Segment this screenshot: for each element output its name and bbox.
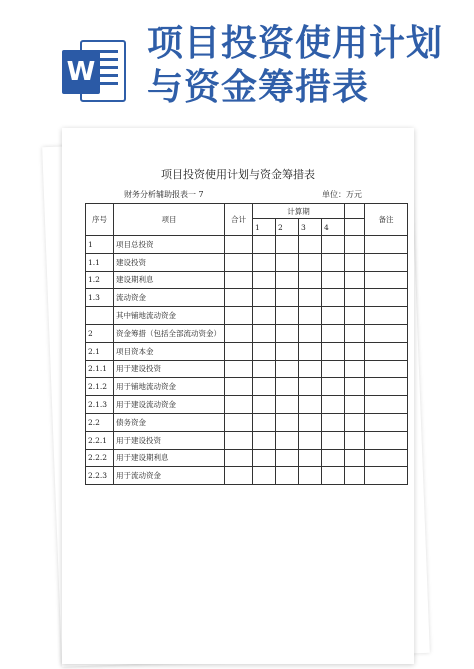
- header-blank: [345, 204, 365, 219]
- table-row: [86, 360, 408, 378]
- row-value-cell: [253, 413, 276, 431]
- row-value-cell: [322, 378, 345, 396]
- row-value-cell: [276, 396, 299, 414]
- row-value-cell: [365, 396, 408, 414]
- row-value-cell: [322, 467, 345, 485]
- row-item: 建设期利息: [114, 271, 225, 289]
- row-value-cell: [299, 449, 322, 467]
- row-value-cell: [225, 271, 253, 289]
- row-value-cell: [276, 236, 299, 254]
- row-value-cell: [345, 324, 365, 342]
- row-value-cell: [322, 431, 345, 449]
- row-item: 项目总投资: [114, 236, 225, 254]
- row-value-cell: [345, 467, 365, 485]
- row-seq: 1.2: [86, 271, 114, 289]
- row-value-cell: [276, 360, 299, 378]
- row-value-cell: [225, 449, 253, 467]
- row-value-cell: [299, 271, 322, 289]
- row-item: 用于铺地流动资金: [114, 378, 225, 396]
- row-value-cell: [345, 236, 365, 254]
- row-seq: 2.1.2: [86, 378, 114, 396]
- row-item: 债务资金: [114, 413, 225, 431]
- row-value-cell: [276, 289, 299, 307]
- row-value-cell: [299, 342, 322, 360]
- row-value-cell: [345, 378, 365, 396]
- header-row-top: [86, 204, 408, 219]
- row-value-cell: [322, 342, 345, 360]
- row-seq: 2.2.3: [86, 467, 114, 485]
- row-value-cell: [345, 307, 365, 325]
- table-row: [86, 467, 408, 485]
- row-value-cell: [276, 378, 299, 396]
- row-value-cell: [299, 236, 322, 254]
- row-seq: 1.1: [86, 253, 114, 271]
- row-value-cell: [322, 307, 345, 325]
- row-seq: 1: [86, 236, 114, 254]
- banner: [0, 0, 474, 115]
- row-value-cell: [299, 413, 322, 431]
- row-value-cell: [322, 253, 345, 271]
- row-value-cell: [322, 324, 345, 342]
- header-period: 计算期: [253, 204, 345, 219]
- row-value-cell: [299, 431, 322, 449]
- row-value-cell: [299, 467, 322, 485]
- table-row: [86, 289, 408, 307]
- row-value-cell: [365, 360, 408, 378]
- row-value-cell: [253, 324, 276, 342]
- table-row: [86, 413, 408, 431]
- table-row: [86, 449, 408, 467]
- row-value-cell: [322, 396, 345, 414]
- row-value-cell: [365, 431, 408, 449]
- row-item: 其中铺地流动资金: [114, 307, 225, 325]
- row-value-cell: [365, 271, 408, 289]
- row-value-cell: [225, 289, 253, 307]
- header-seq: 序号: [86, 204, 114, 236]
- table-row: [86, 307, 408, 325]
- row-value-cell: [276, 324, 299, 342]
- table-row: [86, 236, 408, 254]
- row-value-cell: [365, 342, 408, 360]
- row-value-cell: [345, 449, 365, 467]
- row-value-cell: [299, 307, 322, 325]
- row-value-cell: [225, 342, 253, 360]
- row-value-cell: [253, 378, 276, 396]
- row-value-cell: [253, 307, 276, 325]
- row-value-cell: [225, 360, 253, 378]
- word-document-icon: [62, 36, 128, 108]
- row-value-cell: [299, 253, 322, 271]
- row-value-cell: [365, 307, 408, 325]
- row-item: 项目资本金: [114, 342, 225, 360]
- row-value-cell: [225, 431, 253, 449]
- row-value-cell: [345, 431, 365, 449]
- row-value-cell: [225, 467, 253, 485]
- row-value-cell: [225, 378, 253, 396]
- row-value-cell: [322, 289, 345, 307]
- row-value-cell: [365, 413, 408, 431]
- row-value-cell: [299, 360, 322, 378]
- unit-label: 单位：万元: [322, 190, 362, 199]
- period-4: 4: [322, 219, 345, 236]
- row-value-cell: [225, 236, 253, 254]
- row-value-cell: [253, 467, 276, 485]
- period-2: 2: [276, 219, 299, 236]
- row-value-cell: [365, 289, 408, 307]
- period-3: 3: [299, 219, 322, 236]
- row-item: 用于流动资金: [114, 467, 225, 485]
- row-value-cell: [345, 360, 365, 378]
- row-value-cell: [345, 396, 365, 414]
- row-value-cell: [365, 449, 408, 467]
- row-item: 流动资金: [114, 289, 225, 307]
- row-value-cell: [276, 467, 299, 485]
- banner-title-line2: 与资金筹措表: [147, 67, 370, 108]
- table-row: [86, 324, 408, 342]
- row-value-cell: [253, 342, 276, 360]
- row-item: 用于建设投资: [114, 360, 225, 378]
- row-value-cell: [253, 360, 276, 378]
- row-seq: 2: [86, 324, 114, 342]
- row-value-cell: [322, 449, 345, 467]
- row-value-cell: [322, 413, 345, 431]
- row-value-cell: [365, 236, 408, 254]
- row-value-cell: [276, 342, 299, 360]
- row-value-cell: [253, 271, 276, 289]
- row-seq: 1.3: [86, 289, 114, 307]
- banner-title: [147, 22, 443, 110]
- row-value-cell: [365, 467, 408, 485]
- row-value-cell: [253, 289, 276, 307]
- document-title: 项目投资使用计划与资金筹措表: [161, 168, 315, 181]
- row-value-cell: [253, 396, 276, 414]
- word-w-badge: W: [62, 50, 100, 94]
- banner-title-line1: 项目投资使用计划: [147, 23, 444, 64]
- table-row: [86, 378, 408, 396]
- row-value-cell: [299, 396, 322, 414]
- row-value-cell: [322, 236, 345, 254]
- row-seq: 2.1: [86, 342, 114, 360]
- row-value-cell: [365, 253, 408, 271]
- row-value-cell: [365, 378, 408, 396]
- row-value-cell: [345, 342, 365, 360]
- row-value-cell: [225, 413, 253, 431]
- row-seq: [86, 307, 114, 325]
- row-value-cell: [345, 253, 365, 271]
- row-item: 用于建设流动资金: [114, 396, 225, 414]
- row-item: 用于建设投资: [114, 431, 225, 449]
- row-seq: 2.1.1: [86, 360, 114, 378]
- row-value-cell: [253, 431, 276, 449]
- row-value-cell: [225, 253, 253, 271]
- row-value-cell: [299, 378, 322, 396]
- row-value-cell: [299, 289, 322, 307]
- table-row: [86, 271, 408, 289]
- table-row: [86, 396, 408, 414]
- row-value-cell: [345, 271, 365, 289]
- row-item: 资金筹措（包括全部流动资金）: [114, 324, 225, 342]
- document-page: [62, 128, 414, 664]
- row-value-cell: [299, 324, 322, 342]
- row-seq: 2.2.2: [86, 449, 114, 467]
- row-value-cell: [225, 396, 253, 414]
- row-value-cell: [276, 253, 299, 271]
- row-value-cell: [322, 360, 345, 378]
- row-value-cell: [253, 253, 276, 271]
- row-value-cell: [276, 413, 299, 431]
- report-subtitle: 财务分析辅助报表一 7: [124, 190, 204, 199]
- row-value-cell: [276, 431, 299, 449]
- period-1: 1: [253, 219, 276, 236]
- row-item: 建设投资: [114, 253, 225, 271]
- row-value-cell: [225, 307, 253, 325]
- table-row: [86, 253, 408, 271]
- table-row: [86, 342, 408, 360]
- row-value-cell: [253, 449, 276, 467]
- header-remarks: 备注: [365, 204, 408, 236]
- row-value-cell: [276, 271, 299, 289]
- header-total: 合计: [225, 204, 253, 236]
- row-item: 用于建设期利息: [114, 449, 225, 467]
- row-value-cell: [345, 289, 365, 307]
- row-value-cell: [365, 324, 408, 342]
- row-value-cell: [276, 307, 299, 325]
- period-blank: [345, 219, 365, 236]
- table-row: [86, 431, 408, 449]
- row-value-cell: [253, 236, 276, 254]
- row-value-cell: [225, 324, 253, 342]
- row-value-cell: [322, 271, 345, 289]
- row-seq: 2.1.3: [86, 396, 114, 414]
- row-value-cell: [345, 413, 365, 431]
- row-value-cell: [276, 449, 299, 467]
- row-seq: 2.2: [86, 413, 114, 431]
- investment-table: [85, 203, 408, 485]
- header-item: 项目: [114, 204, 225, 236]
- row-seq: 2.2.1: [86, 431, 114, 449]
